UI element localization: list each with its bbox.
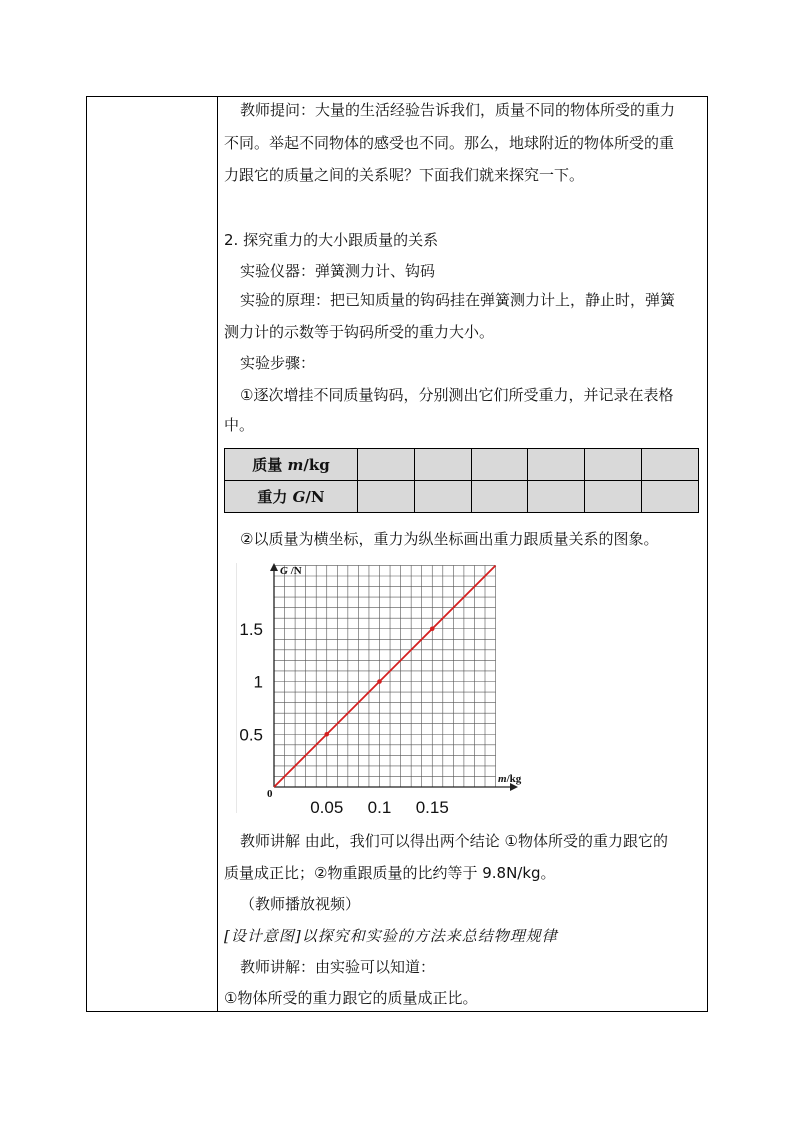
table-cell[interactable]: [358, 481, 415, 513]
video-note: （教师播放视频）: [240, 895, 361, 913]
y-tick-label: 0.5: [239, 725, 263, 745]
intro-line-2: 不同。举起不同物体的感受也不同。那么，地球附近的物体所受的重: [224, 134, 675, 152]
table-cell[interactable]: [585, 481, 642, 513]
chart-series: [274, 565, 496, 787]
table-cell[interactable]: [642, 481, 699, 513]
x-tick-label: 0.15: [415, 798, 449, 817]
step1-line-1: ①逐次增挂不同质量钩码，分别测出它们所受重力，并记录在表格: [240, 386, 674, 404]
conclusion-line-1: 教师讲解 由此，我们可以得出两个结论 ①物体所受的重力跟它的: [240, 832, 668, 850]
x-axis-label: [498, 773, 522, 785]
table-cell[interactable]: [528, 449, 585, 481]
step1-line-2: 中。: [224, 416, 255, 434]
svg-text:G /N: G /N: [280, 565, 302, 577]
column-divider: [217, 97, 218, 1011]
explain-text: 教师讲解：由实验可以知道：: [240, 958, 436, 976]
principle-line-2: 测力计的示数等于钩码所受的重力大小。: [224, 323, 495, 341]
data-point: [324, 732, 329, 737]
y-axis-label: [280, 565, 302, 577]
design-intent: [设计意图]以探究和实验的方法来总结物理规律: [224, 927, 558, 945]
instruments-text: 实验仪器：弹簧测力计、钩码: [240, 262, 436, 280]
data-point: [377, 679, 382, 684]
table-row: [225, 481, 699, 513]
y-axis-arrow-icon: [270, 563, 278, 571]
table-cell[interactable]: [471, 449, 528, 481]
intro-line-1: 教师提问：大量的生活经验告诉我们，质量不同的物体所受的重力: [240, 101, 676, 119]
table-cell[interactable]: [528, 481, 585, 513]
step2-text: ②以质量为横坐标，重力为纵坐标画出重力跟质量关系的图象。: [240, 530, 659, 548]
table-cell[interactable]: [414, 481, 471, 513]
principle-line-1: 实验的原理：把已知质量的钩码挂在弹簧测力计上，静止时，弹簧: [240, 291, 676, 309]
lesson-table-frame: [86, 96, 708, 1012]
table-cell[interactable]: [414, 449, 471, 481]
record-table: [224, 448, 699, 513]
x-tick-label: 0.05: [310, 798, 344, 817]
table-cell[interactable]: [471, 481, 528, 513]
table-row: [225, 449, 699, 481]
svg-text:m/kg: m/kg: [498, 773, 522, 785]
y-tick-label: 1.5: [239, 619, 263, 639]
steps-title: 实验步骤：: [240, 354, 316, 372]
section-title: 2. 探究重力的大小跟质量的关系: [224, 231, 439, 249]
origin-label: 0: [267, 788, 273, 800]
result-text: ①物体所受的重力跟它的质量成正比。: [224, 989, 478, 1007]
series-line: [274, 565, 496, 787]
table-cell[interactable]: [642, 449, 699, 481]
gravity-mass-chart: [236, 561, 536, 821]
weight-header-cell: 重力 G/N: [225, 481, 358, 513]
y-tick-label: 1: [253, 672, 263, 692]
table-cell[interactable]: [358, 449, 415, 481]
x-tick-label: 0.1: [367, 798, 392, 817]
intro-line-3: 力跟它的质量之间的关系呢？下面我们就来探究一下。: [224, 166, 585, 184]
mass-header-cell: 质量 m/kg: [225, 449, 358, 481]
data-point: [430, 626, 435, 631]
table-cell[interactable]: [585, 449, 642, 481]
conclusion-line-2: 质量成正比；②物重跟质量的比约等于 9.8N/kg。: [224, 864, 556, 882]
